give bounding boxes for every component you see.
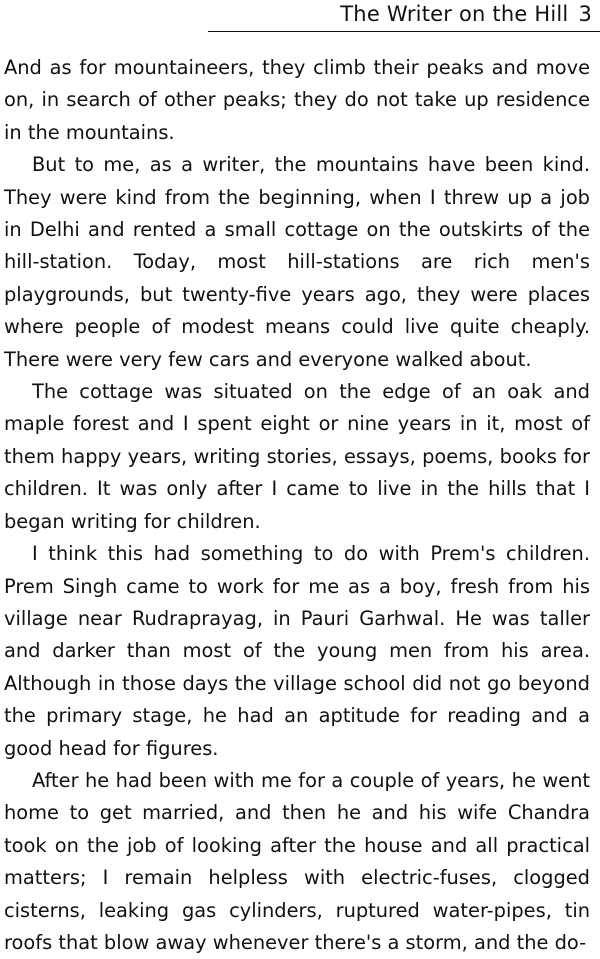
- paragraph-1: And as for mountaineers, they climb their peaks and move on, in search of other peaks; they do not take up residence in the mountains.: [4, 56, 590, 144]
- paragraph-4: I think this had something to do with Prem's children. Prem Singh came to work for me as a boy, fresh from his village near Rudraprayag, in Pauri Garhwal. He was taller and darker than most of the young men from his area. Although in those days the village school did not go beyond the primary stage, he had an aptitude for reading and a good head for figures.: [4, 542, 590, 760]
- running-head: [340, 2, 592, 30]
- paragraph-2: But to me, as a writer, the mountains have been kind. They were kind from the beginning, when I threw up a job in Delhi and rented a small cottage on the outskirts of the hill-station. Today, most hill-stations are rich men's playgrounds, but twenty-five years ago, they were places where people of modest means could live quite cheaply. There were very few cars and everyone walked about.: [4, 153, 590, 371]
- header-rule: [208, 31, 600, 32]
- page-number: 3: [578, 2, 592, 26]
- paragraph-3: The cottage was situated on the edge of an oak and maple forest and I spent eight or nine years in it, most of them happy years, writing stories, essays, poems, books for children. It was only after I came to live in the hills that I began writing for children.: [4, 380, 590, 533]
- page-body: [4, 52, 590, 959]
- paragraph-5: After he had been with me for a couple of years, he went home to get married, and then he and his wife Chandra took on the job of looking after the house and all practical matters; I remain helpless with electric-fuses, clogged cisterns, leaking gas cylinders, ruptured water-pipes, tin roofs that blow away whenever there's a storm, and the do-: [4, 768, 590, 954]
- chapter-title: The Writer on the Hill: [340, 2, 569, 26]
